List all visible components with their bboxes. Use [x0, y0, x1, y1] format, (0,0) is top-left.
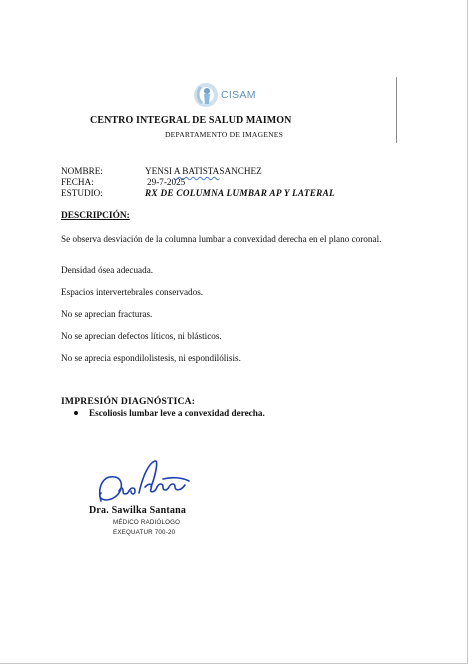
name-last: SANCHEZ [219, 166, 262, 176]
header-divider [396, 77, 397, 143]
patient-name-row [61, 166, 262, 176]
study-row [61, 188, 335, 198]
department-name: DEPARTAMENTO DE IMAGENES [165, 130, 284, 139]
impression-text: Escoliosis lumbar leve a convexidad derecha. [89, 408, 265, 418]
impression-list-item [74, 408, 265, 418]
logo-text: CISAM [221, 89, 256, 101]
signatory-title: MÉDICO RADIÓLOGO [113, 519, 181, 526]
date-value: 29-7-2025 [147, 177, 186, 187]
date-row [61, 177, 185, 187]
cisam-logo-icon [193, 82, 219, 108]
signatory-exequatur: EXEQUATUR 700-20 [113, 529, 176, 536]
description-paragraph: No se aprecian fracturas. [61, 309, 153, 319]
description-paragraph: Espacios intervertebrales conservados. [61, 287, 204, 297]
organization-name: CENTRO INTEGRAL DE SALUD MAIMON [90, 115, 292, 126]
description-paragraph: No se aprecia espondilolistesis, ni espondilólisis. [61, 353, 241, 363]
bullet-icon [74, 411, 78, 415]
impression-heading: IMPRESIÓN DIAGNÓSTICA: [61, 396, 196, 407]
name-value [145, 166, 262, 176]
signatory-name: Dra. Sawilka Santana [89, 505, 187, 516]
name-first: YENSI [145, 166, 173, 176]
signature-image [93, 457, 193, 512]
study-value: RX DE COLUMNA LUMBAR AP Y LATERAL [145, 188, 335, 198]
description-paragraph: Se observa desviación de la columna lumbar a convexidad derecha en el plano coronal. [61, 234, 382, 244]
study-label: ESTUDIO: [61, 188, 103, 198]
description-paragraph: Densidad ósea adecuada. [61, 265, 154, 275]
description-paragraph: No se aprecian defectos líticos, ni blásticos. [61, 331, 222, 341]
name-label: NOMBRE: [61, 166, 103, 176]
name-middle: A BATISTA [173, 166, 220, 176]
date-label: FECHA: [61, 177, 94, 187]
cisam-logo [193, 82, 256, 108]
description-heading: DESCRIPCIÓN: [61, 211, 130, 221]
